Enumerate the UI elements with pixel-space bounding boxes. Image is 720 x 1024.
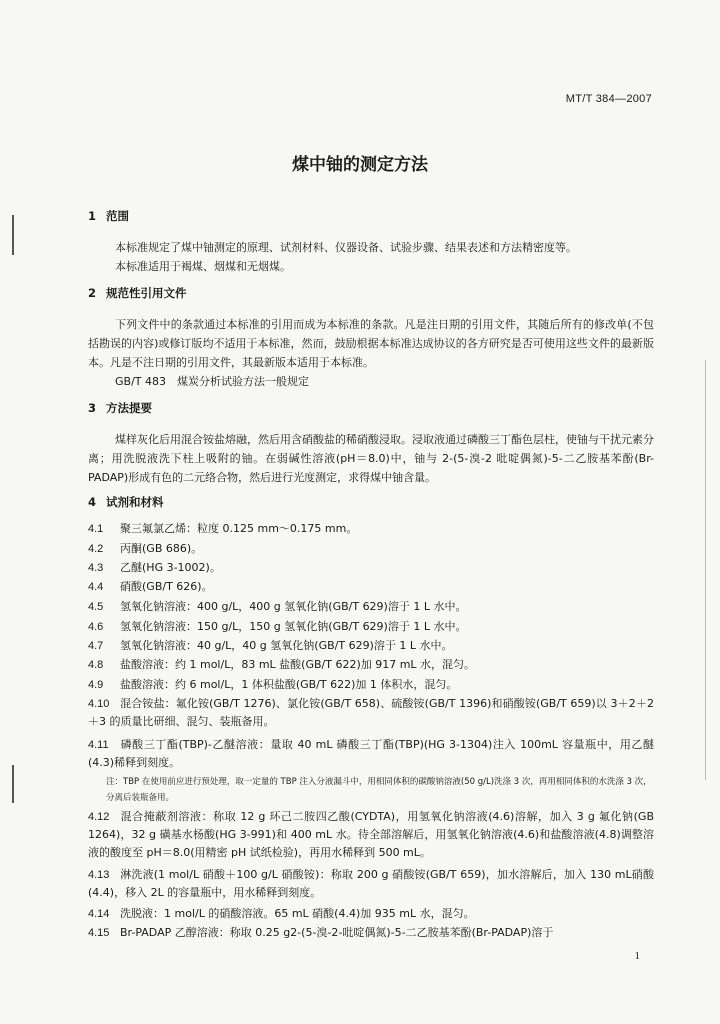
list-item — [88, 637, 654, 655]
item-number: 4.15 — [88, 927, 110, 939]
item-text: 丙酮(GB 686)。 — [120, 542, 203, 555]
normative-reference: GB/T 483 煤炭分析试验方法一般规定 — [115, 375, 309, 388]
item-text: Br-PADAP 乙醇溶液：称取 0.25 g2-(5-溴-2-吡啶偶氮)-5-二乙胺基苯酚(Br-PADAP)溶于 — [120, 926, 554, 939]
item-number: 4.10 — [88, 698, 110, 710]
list-item — [88, 618, 654, 636]
section-3-heading — [88, 400, 152, 416]
page-number: 1 — [634, 950, 640, 962]
list-item — [88, 520, 654, 538]
list-item — [88, 676, 654, 694]
section-1-para-1: 本标准规定了煤中铀测定的原理、试剂材料、仪器设备、试验步骤、结果表述和方法精密度等。 — [115, 241, 577, 254]
item-number: 4.3 — [88, 562, 104, 574]
item-text: 磷酸三丁酯(TBP)-乙醚溶液：量取 40 mL 磷酸三丁酯(TBP)(HG 3-1304)注入 100mL 容量瓶中，用乙醚(4.3)稀释到刻度。 — [88, 738, 654, 769]
section-3-para: 煤样灰化后用混合铵盐熔融，然后用含硝酸盐的稀硝酸浸取。浸取液通过磷酸三丁酯色层柱，使铀与干扰元素分离；用洗脱液洗下柱上吸附的铀。在弱碱性溶液(pH＝8.0)中，铀与 2-(5-溴-2 吡啶偶氮)-5-二乙胺基苯酚(Br-PADAP)形成有色的二元络合物，然后进行光度测定，求得煤中铀含量。 — [88, 433, 654, 484]
item-number: 4.13 — [88, 869, 110, 881]
section-number: 3 — [88, 401, 97, 415]
document-title: 煤中铀的测定方法 — [292, 155, 428, 175]
section-number: 1 — [88, 209, 97, 223]
list-item — [88, 656, 654, 674]
item-text: 氢氧化钠溶液：400 g/L，400 g 氢氧化钠(GB/T 629)溶于 1 L 水中。 — [120, 600, 467, 613]
scan-mark — [705, 360, 706, 780]
list-item — [88, 924, 654, 942]
section-4-heading — [88, 494, 164, 510]
section-title: 试剂和材料 — [106, 495, 164, 509]
item-number: 4.9 — [88, 679, 104, 691]
item-number: 4.12 — [88, 811, 110, 823]
item-number: 4.6 — [88, 621, 104, 633]
item-text: 盐酸溶液：约 6 mol/L，1 体积盐酸(GB/T 622)加 1 体积水，混匀。 — [120, 678, 458, 691]
list-item — [88, 598, 654, 616]
scan-mark — [12, 215, 14, 255]
item-number: 4.2 — [88, 543, 104, 555]
item-number: 4.5 — [88, 601, 104, 613]
list-item — [88, 736, 654, 772]
scan-mark — [12, 765, 14, 803]
section-title: 规范性引用文件 — [106, 286, 187, 300]
item-number: 4.4 — [88, 581, 104, 593]
list-item — [88, 808, 654, 862]
item-text: 氢氧化钠溶液：40 g/L，40 g 氢氧化钠(GB/T 629)溶于 1 L 水中。 — [120, 639, 453, 652]
section-number: 4 — [88, 495, 97, 509]
item-text: 混合铵盐：氟化铵(GB/T 1276)、氯化铵(GB/T 658)、硫酸铵(GB/T 1396)和硝酸铵(GB/T 659)以 3＋2＋2＋3 的质量比研细、混匀、装瓶备用。 — [88, 697, 654, 728]
item-number: 4.14 — [88, 908, 110, 920]
item-number: 4.1 — [88, 523, 104, 535]
item-number: 4.11 — [88, 739, 109, 751]
item-text: 乙醚(HG 3-1002)。 — [120, 561, 221, 574]
note: 注：TBP 在使用前应进行预处理，取一定量的 TBP 注入分液漏斗中，用相同体积的碳酸钠溶液(50 g/L)洗涤 3 次，再用相同体积的水洗涤 3 次，分离后装瓶备用。 — [106, 777, 652, 803]
section-2-heading — [88, 285, 187, 301]
item-text: 混合掩蔽剂溶液：称取 12 g 环己二胺四乙酸(CYDTA)，用氢氧化钠溶液(4.6)溶解，加入 3 g 氟化钠(GB 1264)，32 g 磺基水杨酸(HG 3-991)和 400 mL 水。待全部溶解后，用氢氧化钠溶液(4.6)和盐酸溶液(4.8)调整溶液的酸度至 pH＝8.0(用精密 pH 试纸检验)，再用水稀释到 500 mL。 — [88, 810, 654, 859]
item-number: 4.8 — [88, 659, 104, 671]
section-1-para-2: 本标准适用于褐煤、烟煤和无烟煤。 — [115, 260, 291, 273]
item-text: 聚三氟氯乙烯：粒度 0.125 mm～0.175 mm。 — [120, 522, 358, 535]
list-item — [88, 559, 654, 577]
section-title: 方法提要 — [106, 401, 152, 415]
section-title: 范围 — [106, 209, 129, 223]
item-text: 氢氧化钠溶液：150 g/L，150 g 氢氧化钠(GB/T 629)溶于 1 L 水中。 — [120, 620, 467, 633]
list-item — [88, 578, 654, 596]
list-item — [88, 905, 654, 923]
list-item — [88, 695, 654, 731]
list-item — [88, 866, 654, 902]
section-1-heading — [88, 208, 129, 224]
section-number: 2 — [88, 286, 97, 300]
item-text: 盐酸溶液：约 1 mol/L，83 mL 盐酸(GB/T 622)加 917 mL 水，混匀。 — [120, 658, 476, 671]
item-number: 4.7 — [88, 640, 104, 652]
standard-code: MT/T 384—2007 — [565, 93, 652, 105]
section-2-para: 下列文件中的条款通过本标准的引用而成为本标准的条款。凡是注日期的引用文件，其随后所有的修改单(不包括勘误的内容)或修订版均不适用于本标准，然而，鼓励根据本标准达成协议的各方研究是否可使用这些文件的最新版本。凡是不注日期的引用文件，其最新版本适用于本标准。 — [88, 318, 654, 369]
item-text: 洗脱液：1 mol/L 的硝酸溶液。65 mL 硝酸(4.4)加 935 mL 水，混匀。 — [120, 907, 475, 920]
list-item — [88, 540, 654, 558]
item-text: 硝酸(GB/T 626)。 — [120, 580, 213, 593]
item-text: 淋洗液(1 mol/L 硝酸＋100 g/L 硝酸铵)：称取 200 g 硝酸铵(GB/T 659)，加水溶解后，加入 130 mL硝酸(4.4)，移入 2L 的容量瓶中，用水稀释到刻度。 — [88, 868, 654, 899]
